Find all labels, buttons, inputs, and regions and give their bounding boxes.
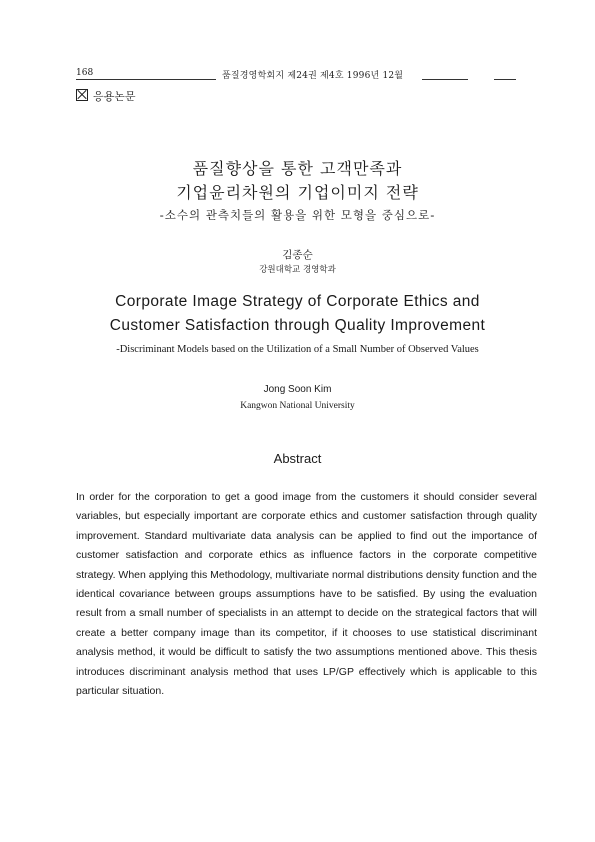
- english-title-line-2: Customer Satisfaction through Quality Improvement: [109, 317, 486, 334]
- abstract-heading: Abstract: [273, 451, 322, 466]
- page-number: 168: [76, 68, 94, 78]
- korean-affiliation: 강원대학교 경영학과: [259, 265, 336, 275]
- english-title-line-1: Corporate Image Strategy of Corporate Ethics and: [115, 293, 480, 310]
- english-author: Jong Soon Kim: [263, 384, 332, 395]
- header-rule-left: [76, 79, 216, 80]
- korean-author: 김종순: [282, 249, 313, 261]
- english-affiliation: Kangwon National University: [240, 401, 355, 411]
- checkbox-x-icon: [76, 89, 88, 101]
- journal-citation: 품질경영학회지 제24권 제4호 1996년 12월: [222, 71, 404, 81]
- english-subtitle: -Discriminant Models based on the Utilization of a Small Number of Observed Values: [116, 344, 479, 355]
- header-rule-middle: [422, 79, 468, 80]
- category-label: 응용논문: [93, 90, 136, 103]
- korean-title-line-2: 기업윤리차원의 기업이미지 전략: [176, 183, 419, 202]
- running-header: [76, 68, 516, 82]
- korean-title-line-1: 품질향상을 통한 고객만족과: [192, 159, 403, 178]
- korean-subtitle: -소수의 관측치들의 활용을 위한 모형을 중심으로-: [159, 208, 436, 222]
- abstract-body: In order for the corporation to get a good image from the customers it should consider several variables, but especially important are corporate ethics and customer satisfaction through quality improvement. Standard multivariate data analysis can be applied to find out the importance of customer satisfaction and corporate ethics as influence factors in the corporate competitive strategy. When applying this Methodology, multivariate normal distributions density function and the identical covariance between groups assumptions have to be satisfied. By using the evaluation result from a small number of specialists in an attempt to decide on the strategical factors that will create a better company image than its competitor, if it chooses to use statistical discriminant analysis method, it would be difficult to satisfy the two assumptions mentioned above. This thesis introduces discriminant analysis method that uses LP/GP effectively which is applicable to this particular situation.: [76, 491, 537, 698]
- paper-category: [76, 88, 136, 104]
- header-rule-right: [494, 79, 516, 80]
